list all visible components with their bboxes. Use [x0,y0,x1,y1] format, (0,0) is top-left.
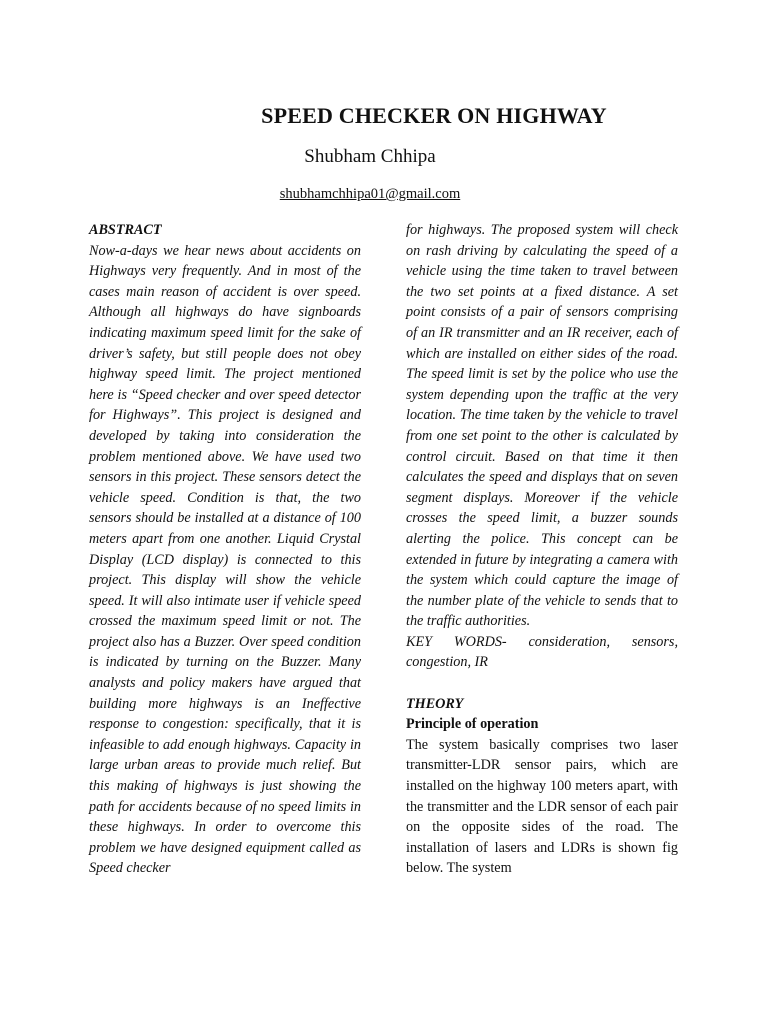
paper-title: SPEED CHECKER ON HIGHWAY [261,103,607,128]
abstract-body-part-2: for highways. The proposed system will check on rash driving by calculating the speed of a vehicle using the time taken to travel between the two set points at a fixed distance. A set point consists of a pair of sensors comprising of an IR transmitter and an IR receiver, each of which are installed on either sides of the road. The speed limit is set by the police who use the system depending upon the traffic at the very location. The time taken by the vehicle to travel from one set point to the other is calculated by control circuit. Based on that time it then calculates the speed and displays that on seven segment displays. Moreover if the vehicle crosses the speed limit, a buzzer sounds alerting the police. This concept can be extended in future by integrating a camera with the system which could capture the image of the number plate of the vehicle to sends that to the traffic authorities. [406,222,678,630]
abstract-heading: ABSTRACT [89,222,162,238]
author-name: Shubham Chhipa [304,146,436,167]
theory-heading: THEORY [406,695,464,712]
abstract-body-part-1: Now-a-days we hear news about accidents on Highways very frequently. And in most of the cases main reason of accident is over speed. Although all highways do have signboards indicating maximum speed limit for the sake of driver’s safety, but still people does not obey highway speed limit. The project mentioned here is “Speed checker and over speed detector for Highways”. This project is designed and developed by taking into consideration the problem mentioned above. We have used two sensors in this project. These sensors detect the vehicle speed. Condition is that, the two sensors should be installed at a distance of 100 meters apart from one another. Liquid Crystal Display (LCD display) is connected to this project. This display will show the vehicle speed. It will also intimate user if vehicle speed crossed the maximum speed limit or not. The project also has a Buzzer. Over speed condition is indicated by turning on the Buzzer. Many analysts and policy makers have argued that building more highways is an Ineffective response to congestion: specifically, that it is infeasible to add enough highways. Capacity in large urban areas to provide much relief. But this making of highways is just showing the path for accidents because of no speed limits in these highways. In order to overcome this problem we have designed equipment called as Speed checker [89,242,361,877]
right-column [406,220,678,879]
theory-body: The system basically comprises two laser transmitter-LDR sensor pairs, which are installed on the highway 100 meters apart, with the transmitter and the LDR sensor of each pair on the opposite sides of the road. The installation of lasers and LDRs is shown fig below. The system [406,736,678,877]
author-email: shubhamchhipa01@gmail.com [279,186,461,202]
keywords: KEY WORDS- consideration, sensors, congestion, IR [406,633,678,671]
principle-heading: Principle of operation [406,716,539,733]
left-column [89,220,361,879]
